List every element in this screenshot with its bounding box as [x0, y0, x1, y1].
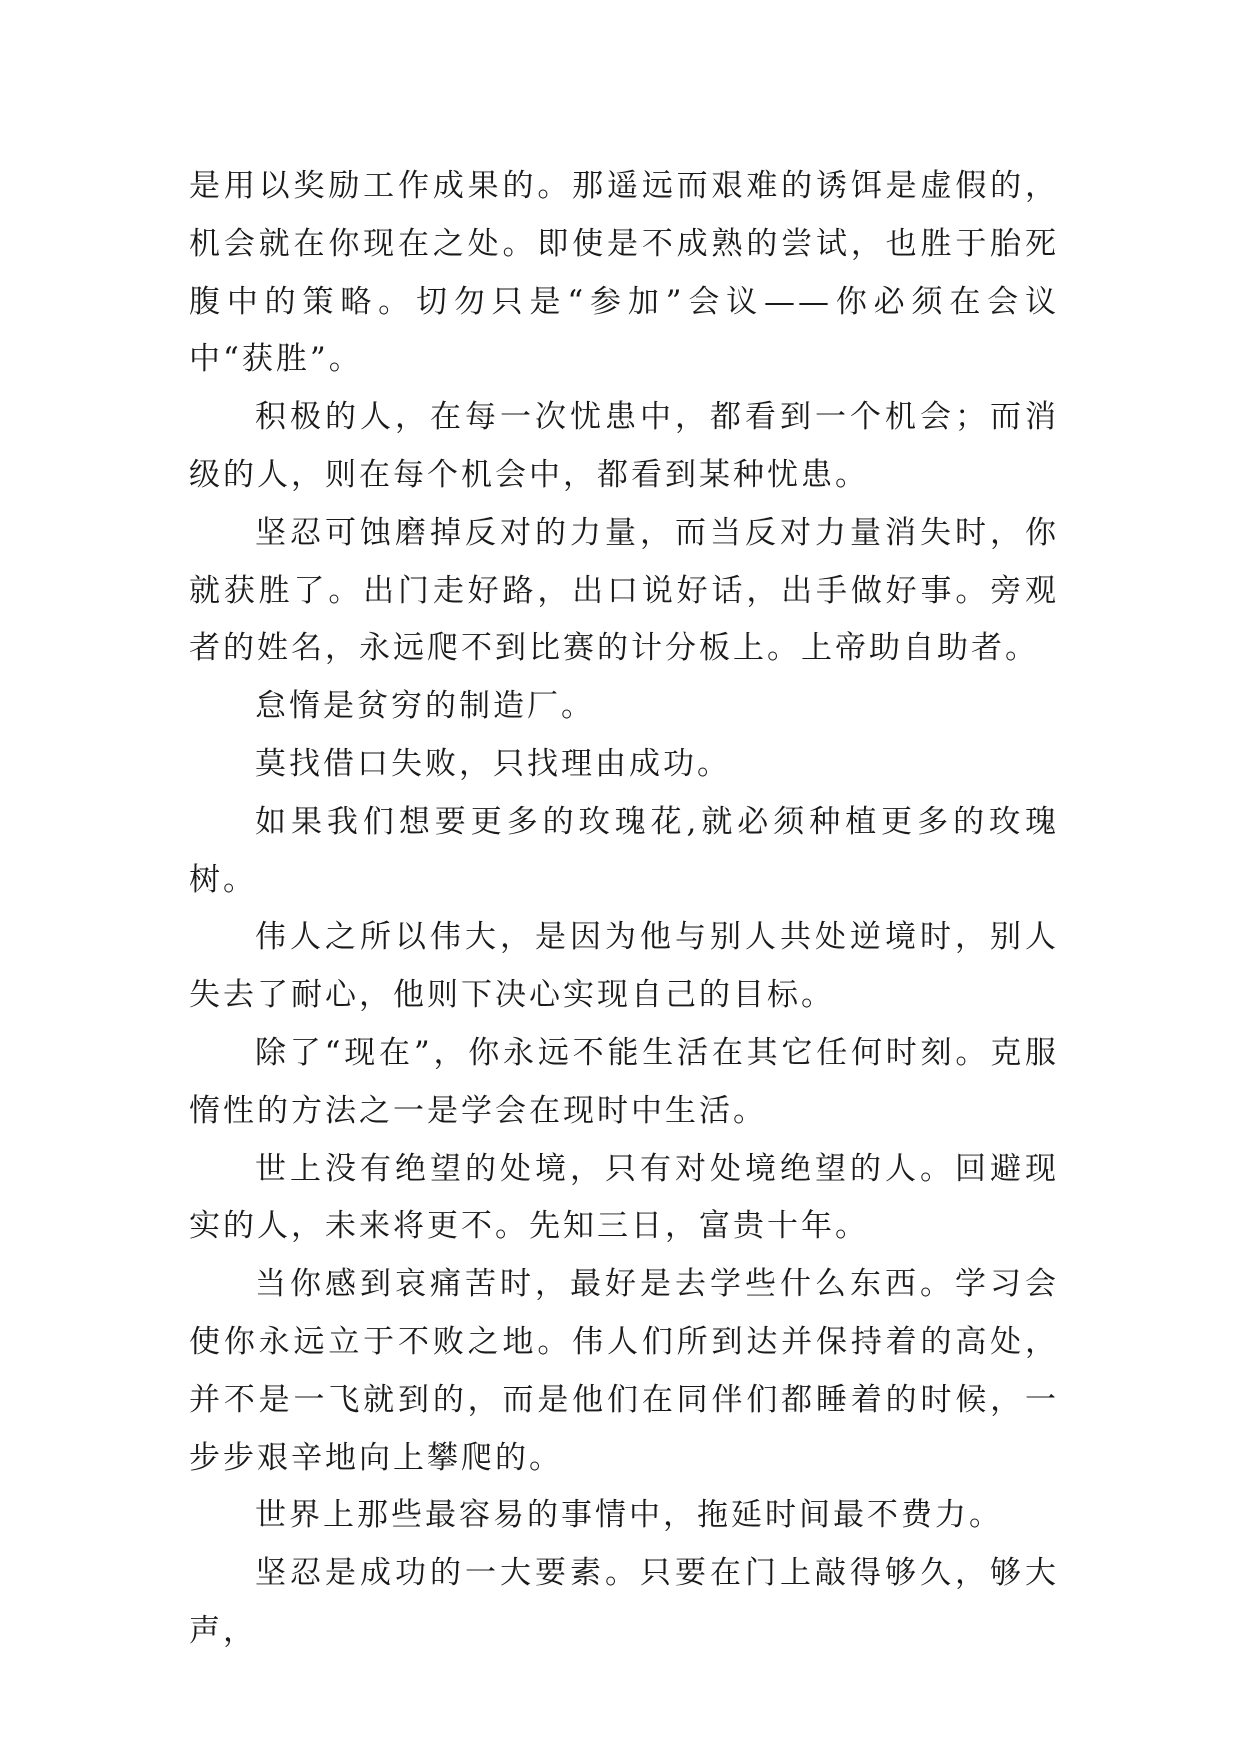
paragraph: 怠惰是贫穷的制造厂。 [255, 688, 595, 725]
paragraph: 坚忍可蚀磨掉反对的力量，而当反对力量消失时，你就获胜了。出门走好路，出口说好话，出手做好事。旁观者的姓名，永远爬不到比赛的计分板上。上帝助自助者。 [189, 514, 1059, 667]
paragraph: 除了“现在”，你永远不能生活在其它任何时刻。克服惰性的方法之一是学会在现时中生活。 [189, 1034, 1059, 1129]
paragraph: 积极的人，在每一次忧患中，都看到一个机会；而消级的人，则在每个机会中，都看到某种忧患。 [189, 399, 1059, 493]
paragraph: 如果我们想要更多的玫瑰花,就必须种植更多的玫瑰树。 [189, 803, 1059, 898]
paragraph: 伟人之所以伟大，是因为他与别人共处逆境时，别人失去了耐心，他则下决心实现自己的目标。 [189, 919, 1059, 1014]
document-body [189, 158, 1059, 1661]
paragraph: 坚忍是成功的一大要素。只要在门上敲得够久，够大声， [189, 1555, 1059, 1649]
paragraph: 当你感到哀痛苦时，最好是去学些什么东西。学习会使你永远立于不败之地。伟人们所到达并保持着的高处，并不是一飞就到的，而是他们在同伴们都睡着的时候，一步步艰辛地向上攀爬的。 [189, 1266, 1059, 1476]
paragraph: 世界上那些最容易的事情中，拖延时间最不费力。 [255, 1497, 1003, 1534]
paragraph: 莫找借口失败，只找理由成功。 [255, 745, 731, 782]
paragraph: 是用以奖励工作成果的。那遥远而艰难的诱饵是虚假的，机会就在你现在之处。即使是不成熟的尝试，也胜于胎死腹中的策略。切勿只是“参加”会议——你必须在会议中“获胜”。 [189, 168, 1059, 378]
paragraph: 世上没有绝望的处境，只有对处境绝望的人。回避现实的人，未来将更不。先知三日，富贵十年。 [189, 1150, 1059, 1245]
